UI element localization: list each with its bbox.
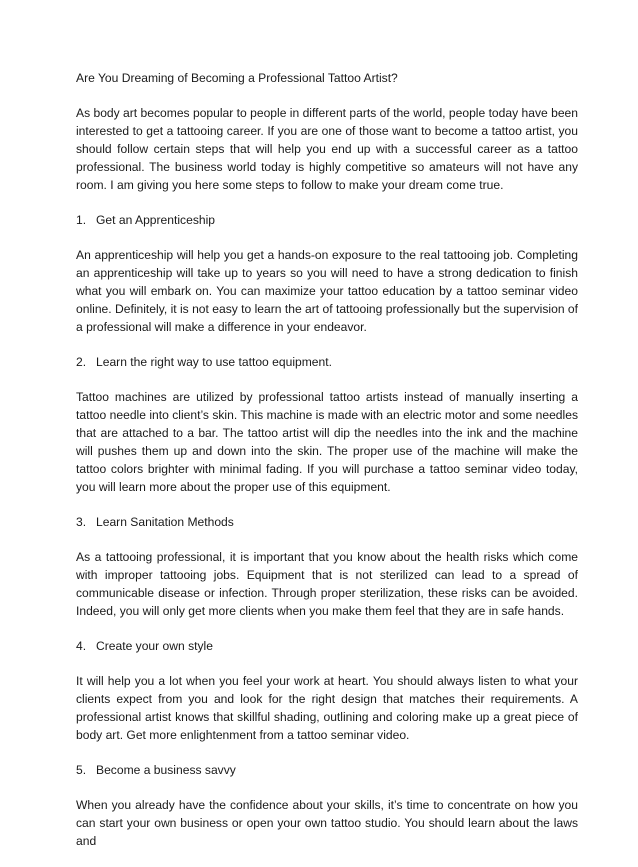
- section-title: Learn Sanitation Methods: [96, 515, 234, 529]
- section-paragraph: Tattoo machines are utilized by professional tattoo artists instead of manually inserting a tattoo needle into client’s skin. This machine is made with an electric motor and some needles that are attached to a bar. The tattoo artist will dip the needles into the ink and the machine will pushes them up and down into the skin. The proper use of the machine will make the tattoo colors brighter with minimal fading. If you will purchase a tattoo seminar video today, you will learn more about the proper use of this equipment.: [76, 390, 578, 494]
- section-heading: [76, 637, 578, 655]
- document-title: Are You Dreaming of Becoming a Professional Tattoo Artist?: [76, 71, 398, 85]
- section-heading: [76, 513, 578, 531]
- intro-paragraph: As body art becomes popular to people in different parts of the world, people today have been interested to get a tattooing career. If you are one of those want to become a tattoo artist, you should follow certain steps that will help you end up with a successful career as a tattoo professional. The business world today is highly competitive so amateurs will not have any room. I am giving you here some steps to follow to make your dream come true.: [76, 106, 578, 192]
- section-1: [76, 211, 578, 336]
- section-title: Create your own style: [96, 639, 213, 653]
- section-heading: [76, 353, 578, 371]
- section-2: [76, 353, 578, 496]
- section-heading: [76, 761, 578, 779]
- section-number: 2.: [76, 355, 87, 369]
- section-title: Become a business savvy: [96, 763, 236, 777]
- section-3: [76, 513, 578, 620]
- section-heading: [76, 211, 578, 229]
- section-paragraph: As a tattooing professional, it is important that you know about the health risks which come with improper tattooing jobs. Equipment that is not sterilized can lead to a spread of communicable disease or infection. Through proper sterilization, these risks can be avoided. Indeed, you will only get more clients when you make them feel that they are in safe hands.: [76, 550, 578, 618]
- section-number: 5.: [76, 763, 87, 777]
- section-4: [76, 637, 578, 744]
- section-number: 3.: [76, 515, 87, 529]
- section-title: Learn the right way to use tattoo equipment.: [96, 355, 332, 369]
- section-paragraph: An apprenticeship will help you get a hands-on exposure to the real tattooing job. Completing an apprenticeship will take up to years so you will need to have a strong dedication to finish what you will embark on. You can maximize your tattoo education by a tattoo seminar video online. Definitely, it is not easy to learn the art of tattooing professionally but the supervision of a professional will make a difference in your endeavor.: [76, 248, 578, 334]
- section-paragraph: When you already have the confidence about your skills, it’s time to concentrate on how you can start your own business or open your own tattoo studio. You should learn about the laws and: [76, 798, 578, 848]
- document-content: [76, 69, 578, 867]
- section-title: Get an Apprenticeship: [96, 213, 216, 227]
- section-5: [76, 761, 578, 850]
- section-number: 1.: [76, 213, 87, 227]
- section-number: 4.: [76, 639, 87, 653]
- section-paragraph: It will help you a lot when you feel your work at heart. You should always listen to what your clients expect from you and look for the right design that matches their requirements. A professional artist knows that skillful shading, outlining and coloring make up a great piece of body art. Get more enlightenment from a tattoo seminar video.: [76, 674, 578, 742]
